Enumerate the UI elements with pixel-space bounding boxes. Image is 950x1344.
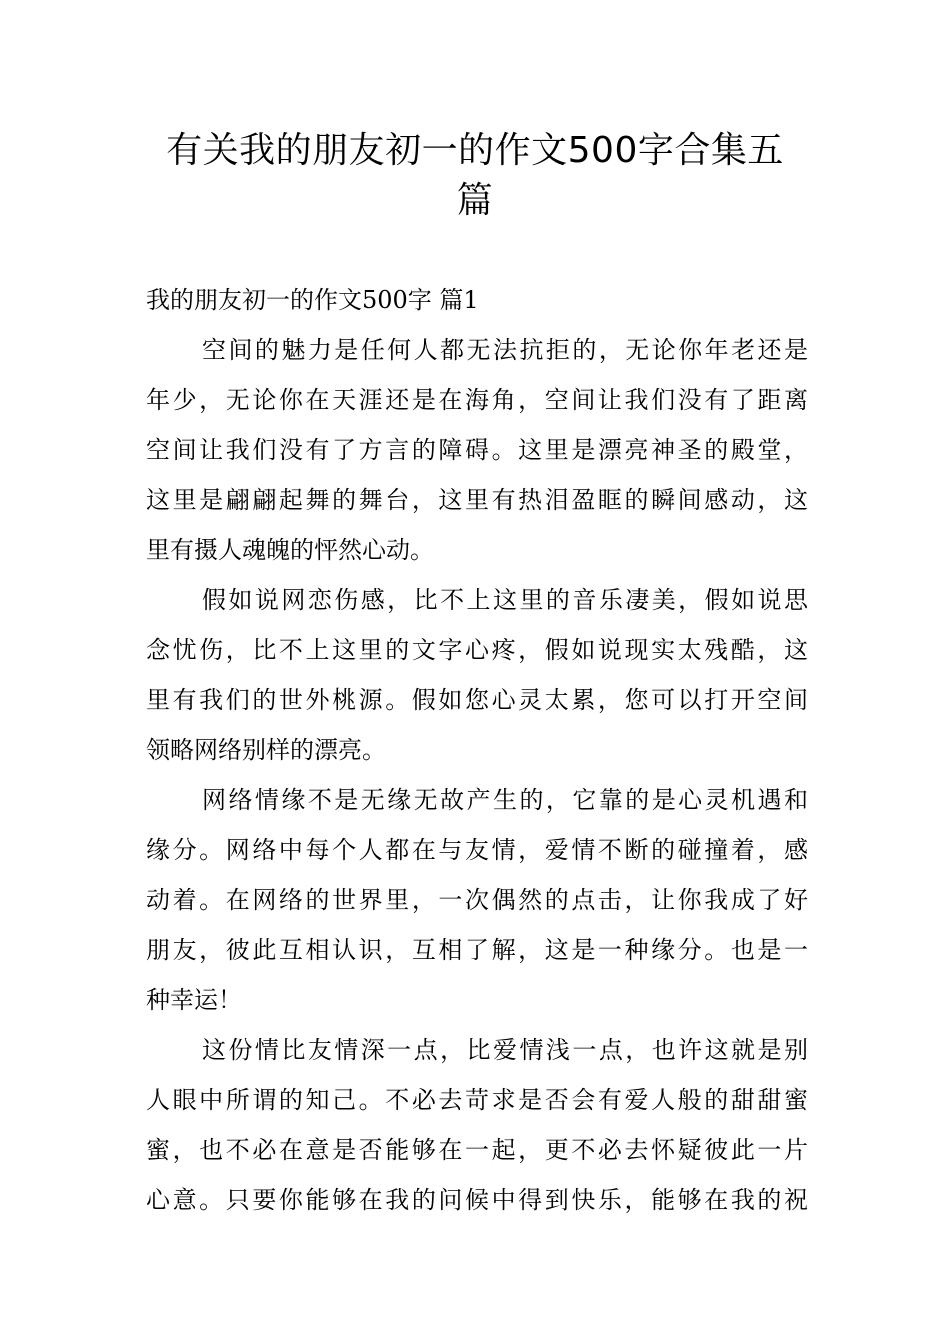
text-line: 领略网络别样的漂亮。 [146,736,386,764]
title-line-2: 篇 [456,180,494,221]
text-line: 念忧伤，比不上这里的文字心疼，假如说现实太残酷，这 [146,636,808,664]
document-body [146,275,808,1225]
text-line: 缘分。网络中每个人都在与友情，爱情不断的碰撞着，感 [146,836,808,864]
paragraph-2 [146,575,808,775]
text-line: 假如说网恋伤感，比不上这里的音乐凄美，假如说思 [202,586,808,614]
text-line: 空间的魅力是任何人都无法抗拒的，无论你年老还是 [202,336,808,364]
text-line: 空间让我们没有了方言的障碍。这里是漂亮神圣的殿堂， [146,436,808,464]
paragraph-3 [146,775,808,1025]
title-line-1: 有关我的朋友初一的作文500字合集五 [166,130,784,171]
text-line: 年少，无论你在天涯还是在海角，空间让我们没有了距离 [146,386,808,414]
text-line: 心意。只要你能够在我的问候中得到快乐，能够在我的祝 [146,1186,808,1214]
paragraph-4 [146,1025,808,1225]
document-title [140,126,810,226]
paragraph-1 [146,325,808,575]
text-line: 网络情缘不是无缘无故产生的，它靠的是心灵机遇和 [202,786,808,814]
text-line: 朋友，彼此互相认识，互相了解，这是一种缘分。也是一 [146,936,808,964]
text-line: 里有摄人魂魄的怦然心动。 [146,536,434,564]
text-line: 动着。在网络的世界里，一次偶然的点击，让你我成了好 [146,886,808,914]
section-heading: 我的朋友初一的作文500字 篇1 [146,286,479,314]
text-line: 人眼中所谓的知己。不必去苛求是否会有爱人般的甜甜蜜 [146,1086,808,1114]
text-line: 这份情比友情深一点，比爱情浅一点，也许这就是别 [202,1036,808,1064]
text-line: 蜜，也不必在意是否能够在一起，更不必去怀疑彼此一片 [146,1136,808,1164]
text-line: 种幸运！ [146,986,242,1014]
text-line: 里有我们的世外桃源。假如您心灵太累，您可以打开空间 [146,686,808,714]
text-line: 这里是翩翩起舞的舞台，这里有热泪盈眶的瞬间感动，这 [146,486,808,514]
